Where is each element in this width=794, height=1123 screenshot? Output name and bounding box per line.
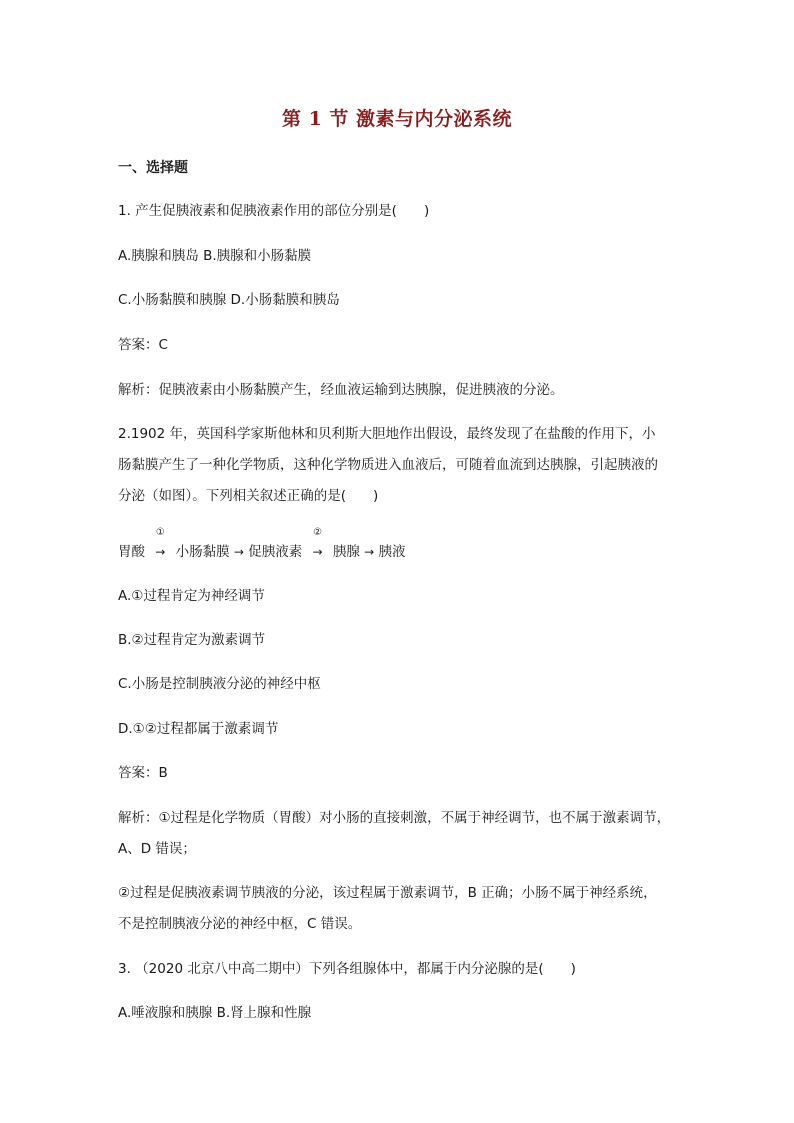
q2-analysis-line-2: A、D 错误； xyxy=(118,841,196,857)
arrow-right-icon: → xyxy=(233,545,244,559)
flow-arrow-2 xyxy=(307,527,329,564)
arrow-right-icon: → xyxy=(312,545,323,559)
flow-arrow-2-label: ② xyxy=(313,527,323,538)
arrow-right-icon: → xyxy=(364,545,375,559)
q1-answer: 答案：C xyxy=(118,337,168,353)
q1-stem: 1. 产生促胰液素和促胰液素作用的部位分别是( ) xyxy=(118,203,430,219)
q1-options-ab: A.胰腺和胰岛 B.胰腺和小肠黏膜 xyxy=(118,248,312,264)
flow-arrow-1-label: ① xyxy=(155,527,165,538)
q3-options-ab: A.唾液腺和胰腺 B.肾上腺和性腺 xyxy=(118,1005,312,1021)
q2-option-d: D.①②过程都属于激素调节 xyxy=(118,721,279,737)
flow-arrow-1 xyxy=(149,527,171,564)
q2-option-a: A.①过程肯定为神经调节 xyxy=(118,588,265,604)
flow-node-pancreas: 胰腺 xyxy=(332,544,360,560)
q2-analysis-line-3: ②过程是促胰液素调节胰液的分泌，该过程属于激素调节，B 正确；小肠不属于神经系统， xyxy=(118,885,657,901)
flow-node-pancreatic-juice: 胰液 xyxy=(378,544,406,560)
q2-analysis-line-4: 不是控制胰液分泌的神经中枢，C 错误。 xyxy=(118,916,362,932)
page-title: 第 1 节 激素与内分泌系统 xyxy=(281,108,513,130)
q2-answer: 答案：B xyxy=(118,765,168,781)
q3-stem: 3. （2020 北京八中高二期中）下列各组腺体中，都属于内分泌腺的是( ) xyxy=(118,961,576,977)
q2-option-c: C.小肠是控制胰液分泌的神经中枢 xyxy=(118,676,321,692)
q2-analysis-line-1: 解析：①过程是化学物质（胃酸）对小肠的直接刺激，不属于神经调节，也不属于激素调节， xyxy=(118,810,671,826)
section-heading: 一、选择题 xyxy=(118,160,188,176)
q1-analysis: 解析：促胰液素由小肠黏膜产生，经血液运输到达胰腺，促进胰液的分泌。 xyxy=(118,382,564,398)
arrow-right-icon: → xyxy=(155,545,166,559)
flow-node-gastric-acid: 胃酸 xyxy=(118,544,145,560)
q2-flow-diagram xyxy=(118,527,406,564)
q2-stem-line-3: 分泌（如图）。下列相关叙述正确的是( ) xyxy=(118,488,379,504)
q2-stem-line-1: 2.1902 年，英国科学家斯他林和贝利斯大胆地作出假设，最终发现了在盐酸的作用下，小 xyxy=(118,426,656,442)
q2-option-b: B.②过程肯定为激素调节 xyxy=(118,632,266,648)
q2-stem-line-2: 肠黏膜产生了一种化学物质，这种化学物质进入血液后，可随着血流到达胰腺，引起胰液的 xyxy=(118,457,658,473)
flow-node-secretin: 促胰液素 xyxy=(248,544,303,560)
flow-node-intestinal-mucosa: 小肠黏膜 xyxy=(175,544,230,560)
q1-options-cd: C.小肠黏膜和胰腺 D.小肠黏膜和胰岛 xyxy=(118,292,340,308)
